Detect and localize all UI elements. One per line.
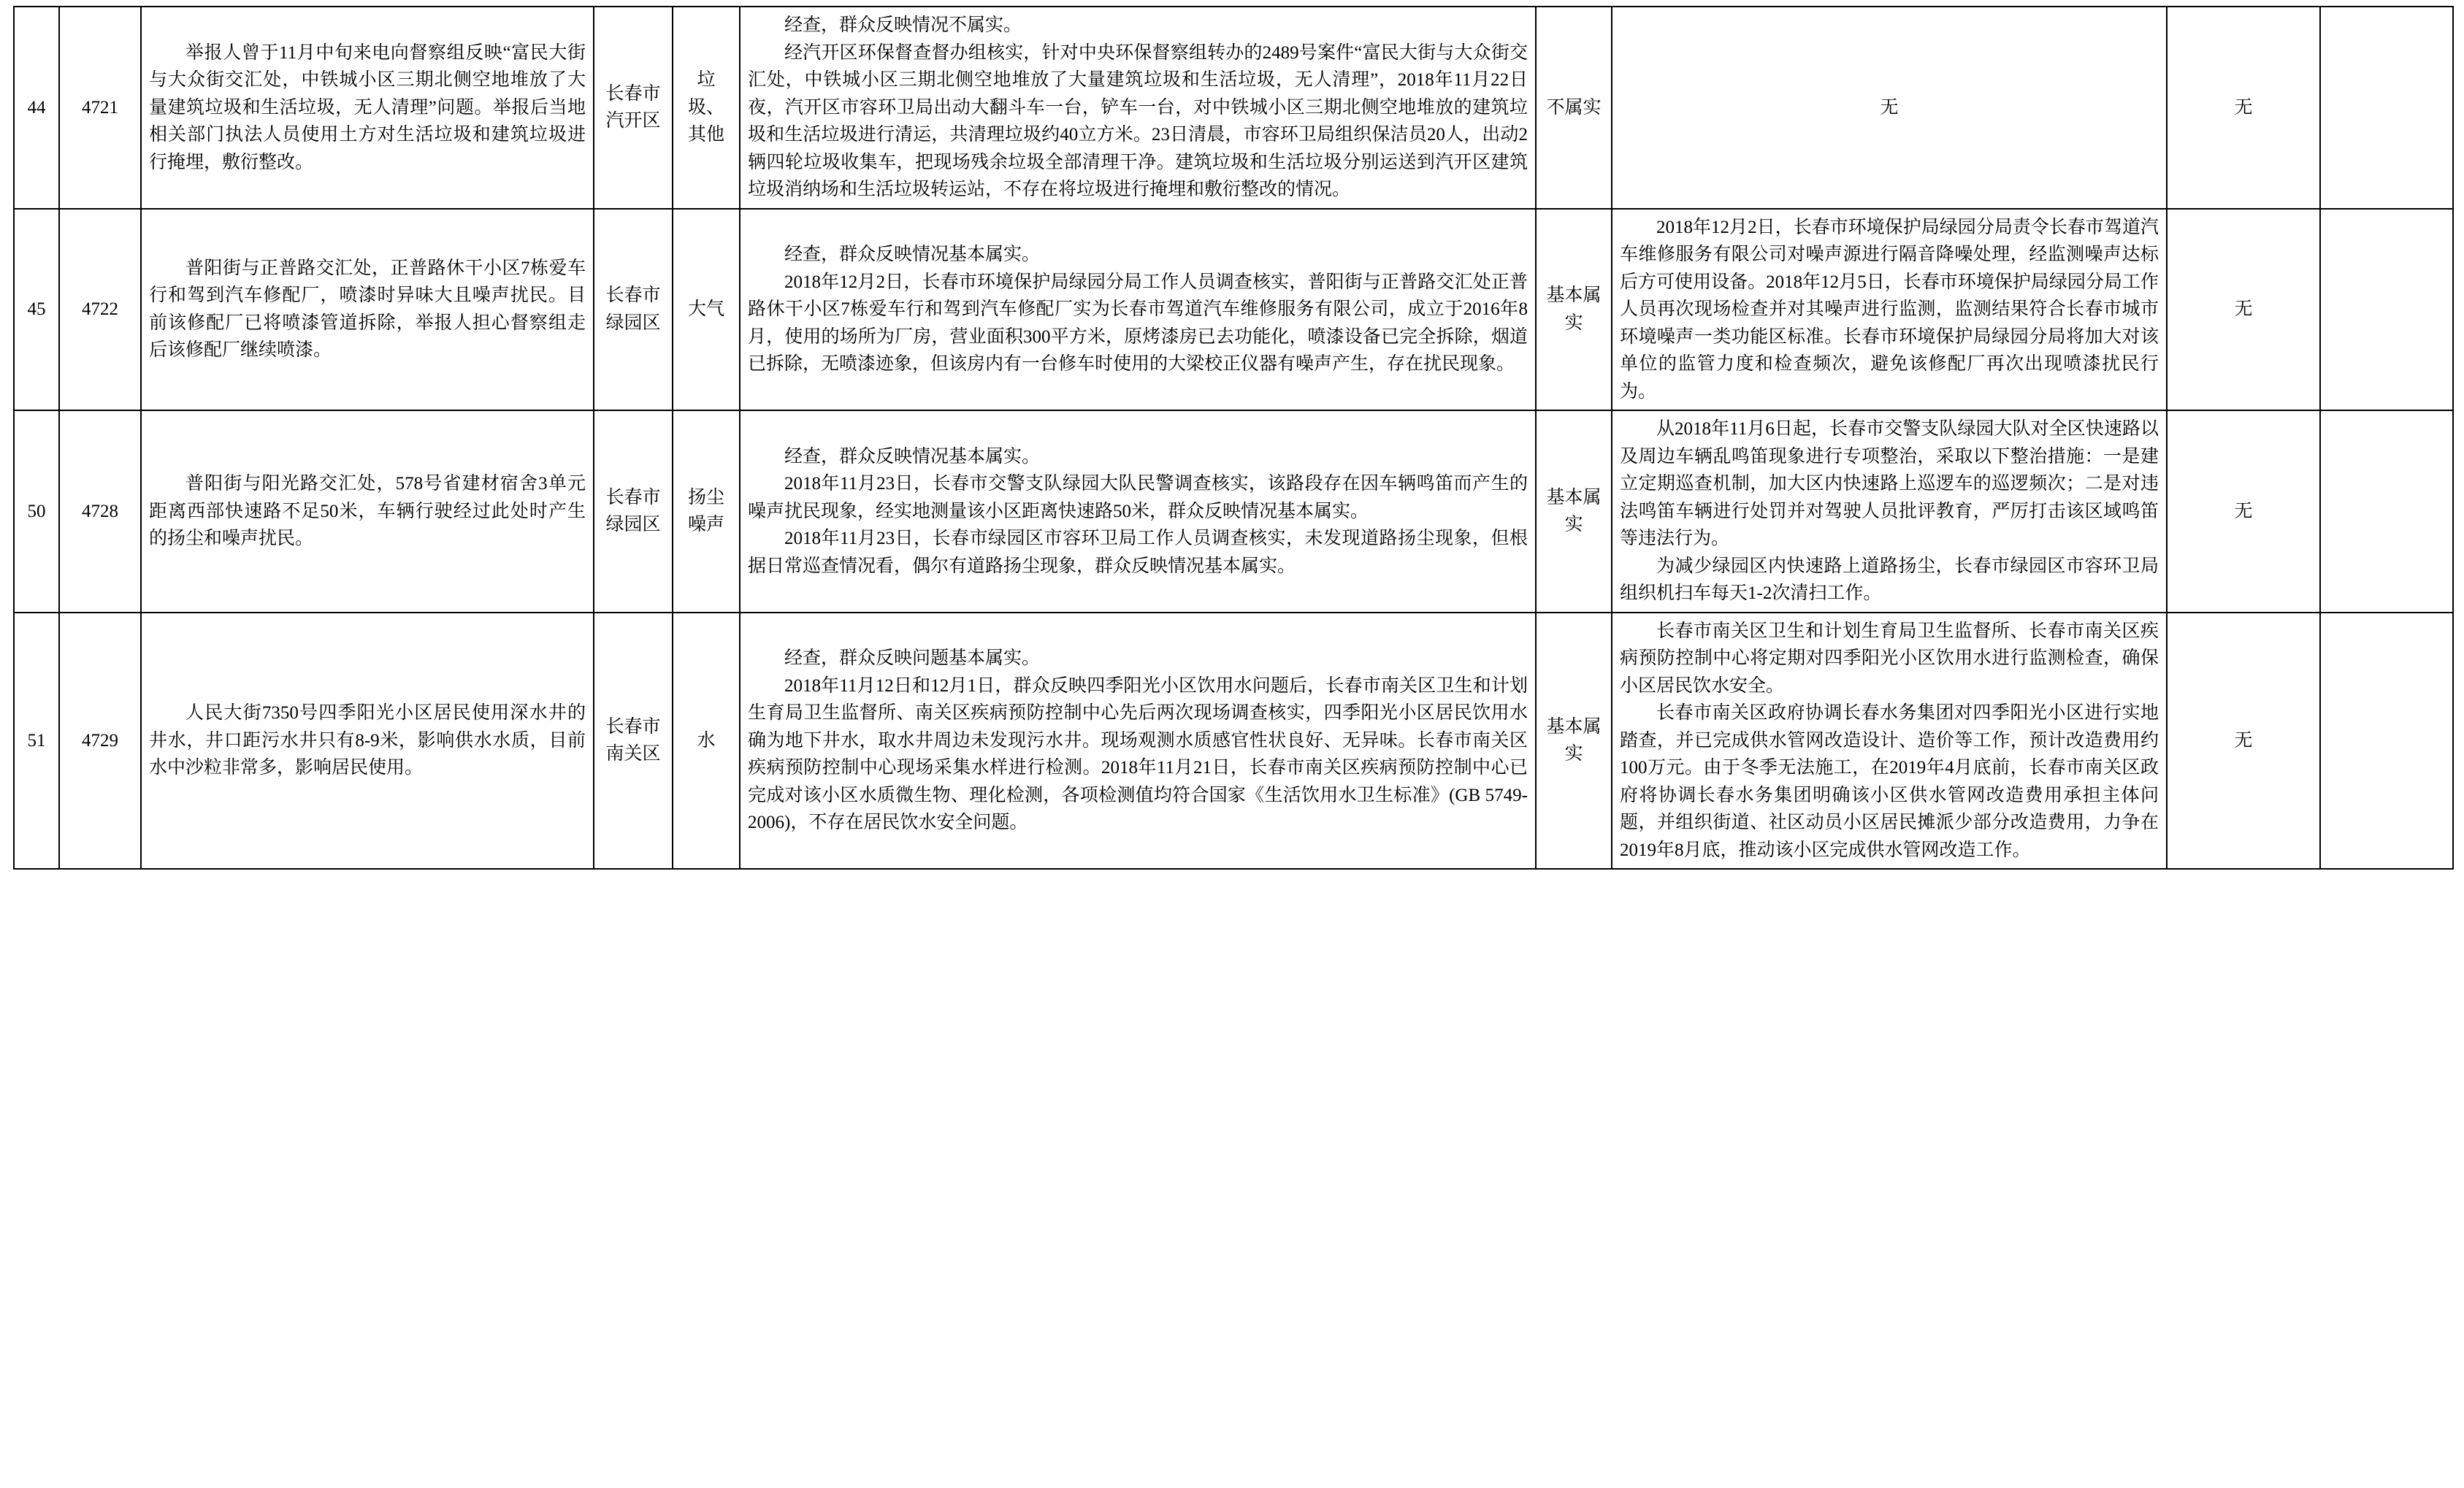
- report-text: 举报人曾于11月中旬来电向督察组反映“富民大街与大众街交汇处，中铁城小区三期北侧空地堆放了大量建筑垃圾和生活垃圾，无人清理”问题。举报后当地相关部门执法人员使用土方对生活垃圾和建筑垃圾进行掩埋，敷衍整改。: [149, 42, 586, 172]
- report-text: 普阳街与阳光路交汇处，578号省建材宿舍3单元距离西部快速路不足50米，车辆行驶经过此处时产生的扬尘和噪声扰民。: [149, 474, 586, 548]
- report-content: [141, 410, 594, 613]
- punishment: 无: [2167, 410, 2320, 613]
- punishment: 无: [2167, 7, 2320, 209]
- case-code: 4728: [59, 410, 141, 613]
- case-code: 4722: [59, 209, 141, 411]
- area: 长春市汽开区: [594, 7, 673, 209]
- table-row: [14, 613, 2453, 870]
- report-content: [141, 7, 594, 209]
- row-number: 45: [14, 209, 59, 411]
- investigation-detail: [740, 7, 1536, 209]
- case-code: 4729: [59, 613, 141, 870]
- investigation-detail: [740, 410, 1536, 613]
- pollution-type: 垃圾、其他: [673, 7, 740, 209]
- detail-paragraph: 2018年11月23日，长春市交警支队绿园大队民警调查核实，该路段存在因车辆鸣笛而产生的噪声扰民现象，经实地测量该小区距离快速路50米，群众反映情况基本属实。: [748, 474, 1528, 521]
- measure-paragraph: 长春市南关区政府协调长春水务集团对四季阳光小区进行实地踏查，并已完成供水管网改造设计、造价等工作，预计改造费用约100万元。由于冬季无法施工，在2019年4月底前，长春市南关区政府将协调长春水务集团明确该小区供水管网改造费用承担主体问题，并组织街道、社区动员小区居民摊派少部分改造费用，力争在2019年8月底，推动该小区完成供水管网改造工作。: [1620, 703, 2159, 860]
- measures: [1612, 410, 2167, 613]
- detail-paragraph: 经查，群众反映情况不属实。: [784, 15, 1022, 35]
- punishment: 无: [2167, 613, 2320, 870]
- case-code: 4721: [59, 7, 141, 209]
- accountability: [2320, 209, 2453, 411]
- measures: [1612, 613, 2167, 870]
- row-number: 51: [14, 613, 59, 870]
- measure-paragraph: 为减少绿园区内快速路上道路扬尘，长春市绿园区市容环卫局组织机扫车每天1-2次清扫工作。: [1620, 556, 2159, 603]
- report-text: 人民大街7350号四季阳光小区居民使用深水井的井水，井口距污水井只有8-9米，影响供水水质，目前水中沙粒非常多，影响居民使用。: [149, 703, 586, 778]
- verification-result: 基本属实: [1536, 613, 1612, 870]
- measure-paragraph: 长春市南关区卫生和计划生育局卫生监督所、长春市南关区疾病预防控制中心将定期对四季阳光小区饮用水进行监测检查，确保小区居民饮水安全。: [1620, 621, 2159, 696]
- detail-paragraph: 经查，群众反映问题基本属实。: [784, 648, 1041, 668]
- report-text: 普阳街与正普路交汇处，正普路休干小区7栋爱车行和驾到汽车修配厂，喷漆时异味大且噪声扰民。目前该修配厂已将喷漆管道拆除，举报人担心督察组走后该修配厂继续喷漆。: [149, 258, 586, 361]
- accountability: [2320, 410, 2453, 613]
- area: 长春市绿园区: [594, 209, 673, 411]
- detail-paragraph: 2018年11月12日和12月1日，群众反映四季阳光小区饮用水问题后，长春市南关区卫生和计划生育局卫生监督所、南关区疾病预防控制中心先后两次现场调查核实，四季阳光小区居民饮用水确为地下井水，取水井周边未发现污水井。现场观测水质感官性状良好、无异味。长春市南关区疾病预防控制中心现场采集水样进行检测。2018年11月21日，长春市南关区疾病预防控制中心已完成对该小区水质微生物、理化检测，各项检测值均符合国家《生活饮用水卫生标准》(GB 5749-2006)，不存在居民饮水安全问题。: [748, 675, 1528, 832]
- table-row: [14, 7, 2453, 209]
- investigation-detail: [740, 209, 1536, 411]
- row-number: 50: [14, 410, 59, 613]
- report-content: [141, 209, 594, 411]
- table-row: [14, 209, 2453, 411]
- accountability: [2320, 613, 2453, 870]
- verification-result: 基本属实: [1536, 410, 1612, 613]
- pollution-type: 扬尘噪声: [673, 410, 740, 613]
- area: 长春市绿园区: [594, 410, 673, 613]
- accountability: [2320, 7, 2453, 209]
- verification-result: 基本属实: [1536, 209, 1612, 411]
- pollution-type: 大气: [673, 209, 740, 411]
- measure-paragraph: 无: [1880, 97, 1899, 118]
- table-row: [14, 410, 2453, 613]
- measure-paragraph: 2018年12月2日，长春市环境保护局绿园分局责令长春市驾道汽车维修服务有限公司对噪声源进行隔音降噪处理，经监测噪声达标后方可使用设备。2018年12月5日，长春市环境保护局绿园分局工作人员再次现场检查并对其噪声进行监测，监测结果符合长春市城市环境噪声一类功能区标准。长春市环境保护局绿园分局将加大对该单位的监管力度和检查频次，避免该修配厂再次出现喷漆扰民行为。: [1620, 217, 2159, 402]
- detail-paragraph: 2018年11月23日，长春市绿园区市容环卫局工作人员调查核实，未发现道路扬尘现象，但根据日常巡查情况看，偶尔有道路扬尘现象，群众反映情况基本属实。: [748, 529, 1528, 576]
- report-content: [141, 613, 594, 870]
- detail-paragraph: 经查，群众反映情况基本属实。: [784, 245, 1041, 264]
- measure-paragraph: 从2018年11月6日起，长春市交警支队绿园大队对全区快速路以及周边车辆乱鸣笛现象进行专项整治，采取以下整治措施：一是建立定期巡查机制，加大区内快速路上巡逻车的巡逻频次；二是对违法鸣笛车辆进行处罚并对驾驶人员批评教育，严厉打击该区域鸣笛等违法行为。: [1620, 419, 2159, 548]
- investigation-detail: [740, 613, 1536, 870]
- detail-paragraph: 2018年12月2日，长春市环境保护局绿园分局工作人员调查核实，普阳街与正普路交汇处正普路休干小区7栋爱车行和驾到汽车修配厂实为长春市驾道汽车维修服务有限公司，成立于2016年8月，使用的场所为厂房，营业面积300平方米，原烤漆房已去功能化，喷漆设备已完全拆除，烟道已拆除，无喷漆迹象，但该房内有一台修车时使用的大梁校正仪器有噪声产生，存在扰民现象。: [748, 272, 1528, 374]
- area: 长春市南关区: [594, 613, 673, 870]
- measures: [1612, 209, 2167, 411]
- verification-result: 不属实: [1536, 7, 1612, 209]
- detail-paragraph: 经汽开区环保督查督办组核实，针对中央环保督察组转办的2489号案件“富民大街与大众街交汇处，中铁城小区三期北侧空地堆放了大量建筑垃圾和生活垃圾，无人清理”，2018年11月22日夜，汽开区市容环卫局出动大翻斗车一台，铲车一台，对中铁城小区三期北侧空地堆放的建筑垃圾和生活垃圾进行清运，共清理垃圾约40立方米。23日清晨，市容环卫局组织保洁员20人，出动2辆四轮垃圾收集车，把现场残余垃圾全部清理干净。建筑垃圾和生活垃圾分别运送到汽开区建筑垃圾消纳场和生活垃圾转运站，不存在将垃圾进行掩埋和敷衍整改的情况。: [748, 42, 1528, 199]
- pollution-type: 水: [673, 613, 740, 870]
- inspection-report-table: [13, 6, 2454, 870]
- punishment: 无: [2167, 209, 2320, 411]
- row-number: 44: [14, 7, 59, 209]
- measures: [1612, 7, 2167, 209]
- detail-paragraph: 经查，群众反映情况基本属实。: [784, 446, 1041, 467]
